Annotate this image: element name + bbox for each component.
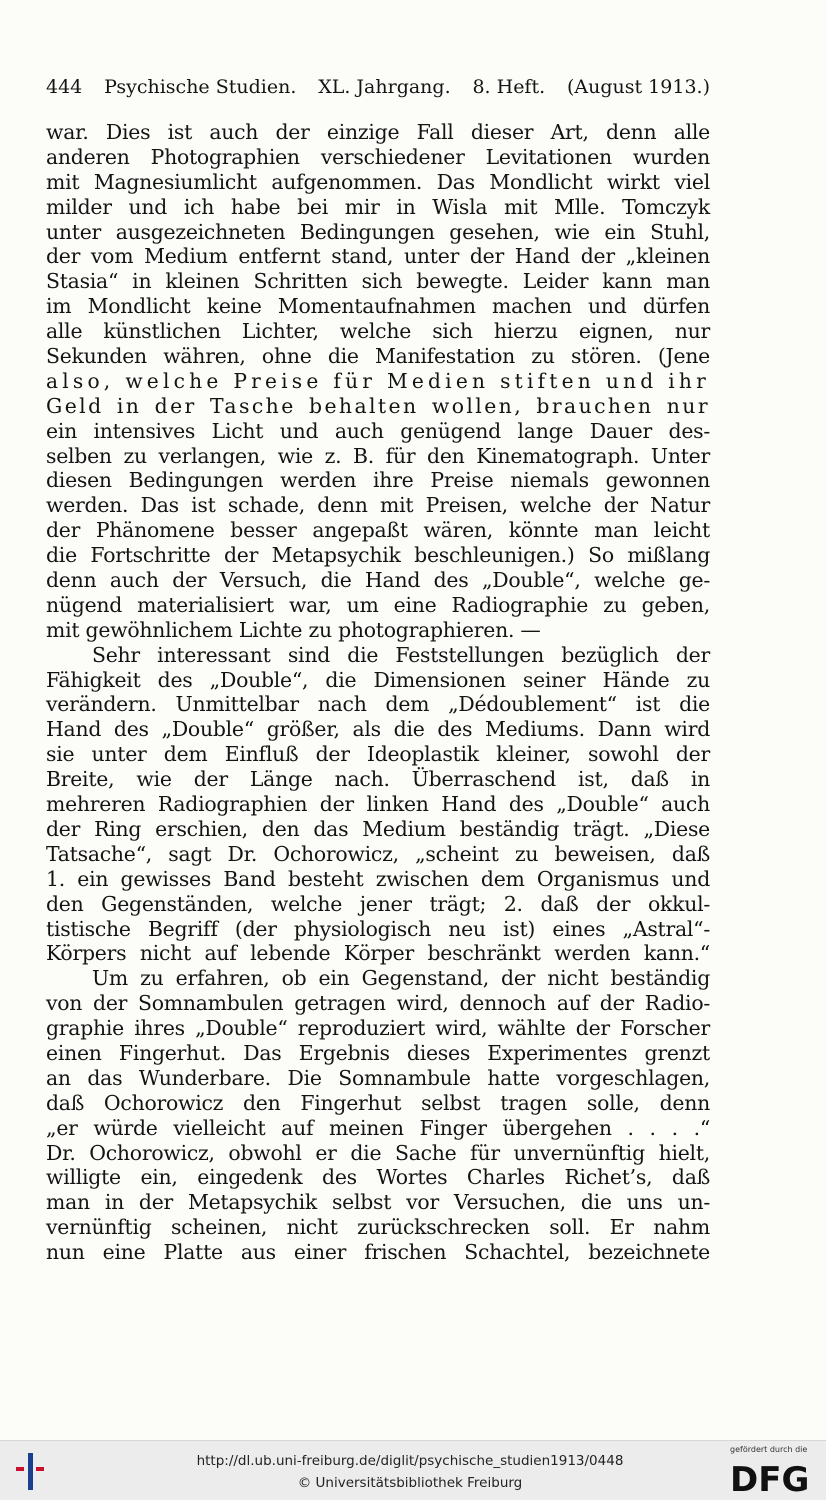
text-line: Um zu erfahren, ob ein Gegenstand, der nicht beständig [92, 966, 710, 991]
copyright-notice: © Universitätsbibliothek Freiburg [297, 1475, 523, 1491]
text-line: an das Wunderbare. Die Somnambule hatte vorgeschlagen, [46, 1065, 710, 1090]
text-line: anderen Photographien verschiedener Levitationen wurden [46, 144, 710, 169]
text-line: man in der Metapsychik selbst vor Versuchen, die uns un- [46, 1190, 710, 1215]
text-line: der Phänomene besser angepaßt wären, könnte man leicht [46, 518, 710, 543]
text-line: mehreren Radiographien der linken Hand des „Double“ auch [46, 792, 710, 817]
text-line: milder und ich habe bei mir in Wisla mit Mlle. Tomczyk [46, 194, 710, 219]
text-line: nun eine Platte aus einer frischen Schachtel, bezeichnete [46, 1240, 710, 1265]
page-number: 444 [46, 76, 83, 98]
text-line: Sehr interessant sind die Feststellungen bezüglich der [92, 642, 710, 667]
funder-label: gefördert durch die [730, 1445, 808, 1454]
text-line: ein intensives Licht und auch genügend lange Dauer des- [46, 418, 710, 443]
issue-date: (August 1913.) [566, 76, 710, 98]
text-line: selben zu verlangen, wie z. B. für den Kinematograph. Unter [46, 443, 710, 468]
volume: XL. Jahrgang. [318, 76, 451, 98]
text-line: Hand des „Double“ größer, als die des Mediums. Dann wird [46, 717, 710, 742]
library-logo-icon [14, 1449, 54, 1491]
text-line: daß Ochorowicz den Fingerhut selbst tragen solle, denn [46, 1090, 710, 1115]
text-line: verändern. Unmittelbar nach dem „Dédoublement“ ist die [46, 692, 710, 717]
text-line: vernünftig scheinen, nicht zurückschrecken soll. Er nahm [46, 1215, 710, 1240]
text-line: war. Dies ist auch der einzige Fall dieser Art, denn alle [46, 120, 710, 144]
text-line: Geld in der Tasche behalten wollen, brauchen nur [46, 393, 710, 418]
text-line: werden. Das ist schade, denn mit Preisen, welche der Natur [46, 493, 710, 518]
permalink-url[interactable]: http://dl.ub.uni-freiburg.de/diglit/psychische_studien1913/0448 [196, 1453, 624, 1469]
text-line: tistische Begriff (der physiologisch neu ist) eines „Astral“- [46, 916, 710, 941]
text-line: einen Fingerhut. Das Ergebnis dieses Experimentes grenzt [46, 1040, 710, 1065]
text-line: Körpers nicht auf lebende Körper beschränkt werden kann.“ [46, 941, 710, 966]
text-line: Dr. Ochorowicz, obwohl er die Sache für unvernünftig hielt, [46, 1140, 710, 1165]
text-line: von der Somnambulen getragen wird, dennoch auf der Radio- [46, 991, 710, 1016]
text-line: Breite, wie der Länge nach. Überraschend ist, daß in [46, 767, 710, 792]
text-line: Stasia“ in kleinen Schritten sich bewegte. Leider kann man [46, 269, 710, 294]
text-line: der vom Medium entfernt stand, unter der Hand der „kleinen [46, 244, 710, 269]
viewer-footer [0, 1440, 826, 1500]
text-line: unter ausgezeichneten Bedingungen gesehen, wie ein Stuhl, [46, 219, 710, 244]
text-line: den Gegenständen, welche jener trägt; 2. daß der okkul- [46, 891, 710, 916]
journal-title: Psychische Studien. [104, 76, 297, 98]
text-line: „er würde vielleicht auf meinen Finger übergehen . . . .“ [46, 1115, 710, 1140]
text-line: also, welche Preise für Medien stiften und ihr [46, 368, 710, 393]
body-text [46, 120, 710, 1265]
text-line: willigte ein, eingedenk des Wortes Charles Richet’s, daß [46, 1165, 710, 1190]
text-line: sie unter dem Einfluß der Ideoplastik kleiner, sowohl der [46, 742, 710, 767]
text-line: im Mondlicht keine Momentaufnahmen machen und dürfen [46, 294, 710, 319]
text-line: diesen Bedingungen werden ihre Preise niemals gewonnen [46, 468, 710, 493]
text-line: der Ring erschien, den das Medium beständig trägt. „Diese [46, 816, 710, 841]
text-line: Sekunden währen, ohne die Manifestation zu stören. (Jene [46, 344, 710, 369]
dfg-logo-icon [728, 1447, 816, 1495]
text-line: nügend materialisiert war, um eine Radiographie zu geben, [46, 592, 710, 617]
text-line: die Fortschritte der Metapsychik beschleunigen.) So mißlang [46, 543, 710, 568]
text-line: mit gewöhnlichem Lichte zu photographieren. — [46, 617, 541, 642]
text-line: Fähigkeit des „Double“, die Dimensionen seiner Hände zu [46, 667, 710, 692]
running-header [46, 74, 710, 100]
issue: 8. Heft. [472, 76, 546, 98]
text-line: 1. ein gewisses Band besteht zwischen dem Organismus und [46, 866, 710, 891]
text-line: denn auch der Versuch, die Hand des „Double“, welche ge- [46, 568, 710, 593]
text-line: graphie ihres „Double“ reproduziert wird, wählte der Forscher [46, 1016, 710, 1041]
text-line: Tatsache“, sagt Dr. Ochorowicz, „scheint zu beweisen, daß [46, 841, 710, 866]
text-line: alle künstlichen Lichter, welche sich hierzu eignen, nur [46, 319, 710, 344]
dfg-logo-text: DFG [730, 1460, 810, 1495]
text-line: mit Magnesiumlicht aufgenommen. Das Mondlicht wirkt viel [46, 169, 710, 194]
